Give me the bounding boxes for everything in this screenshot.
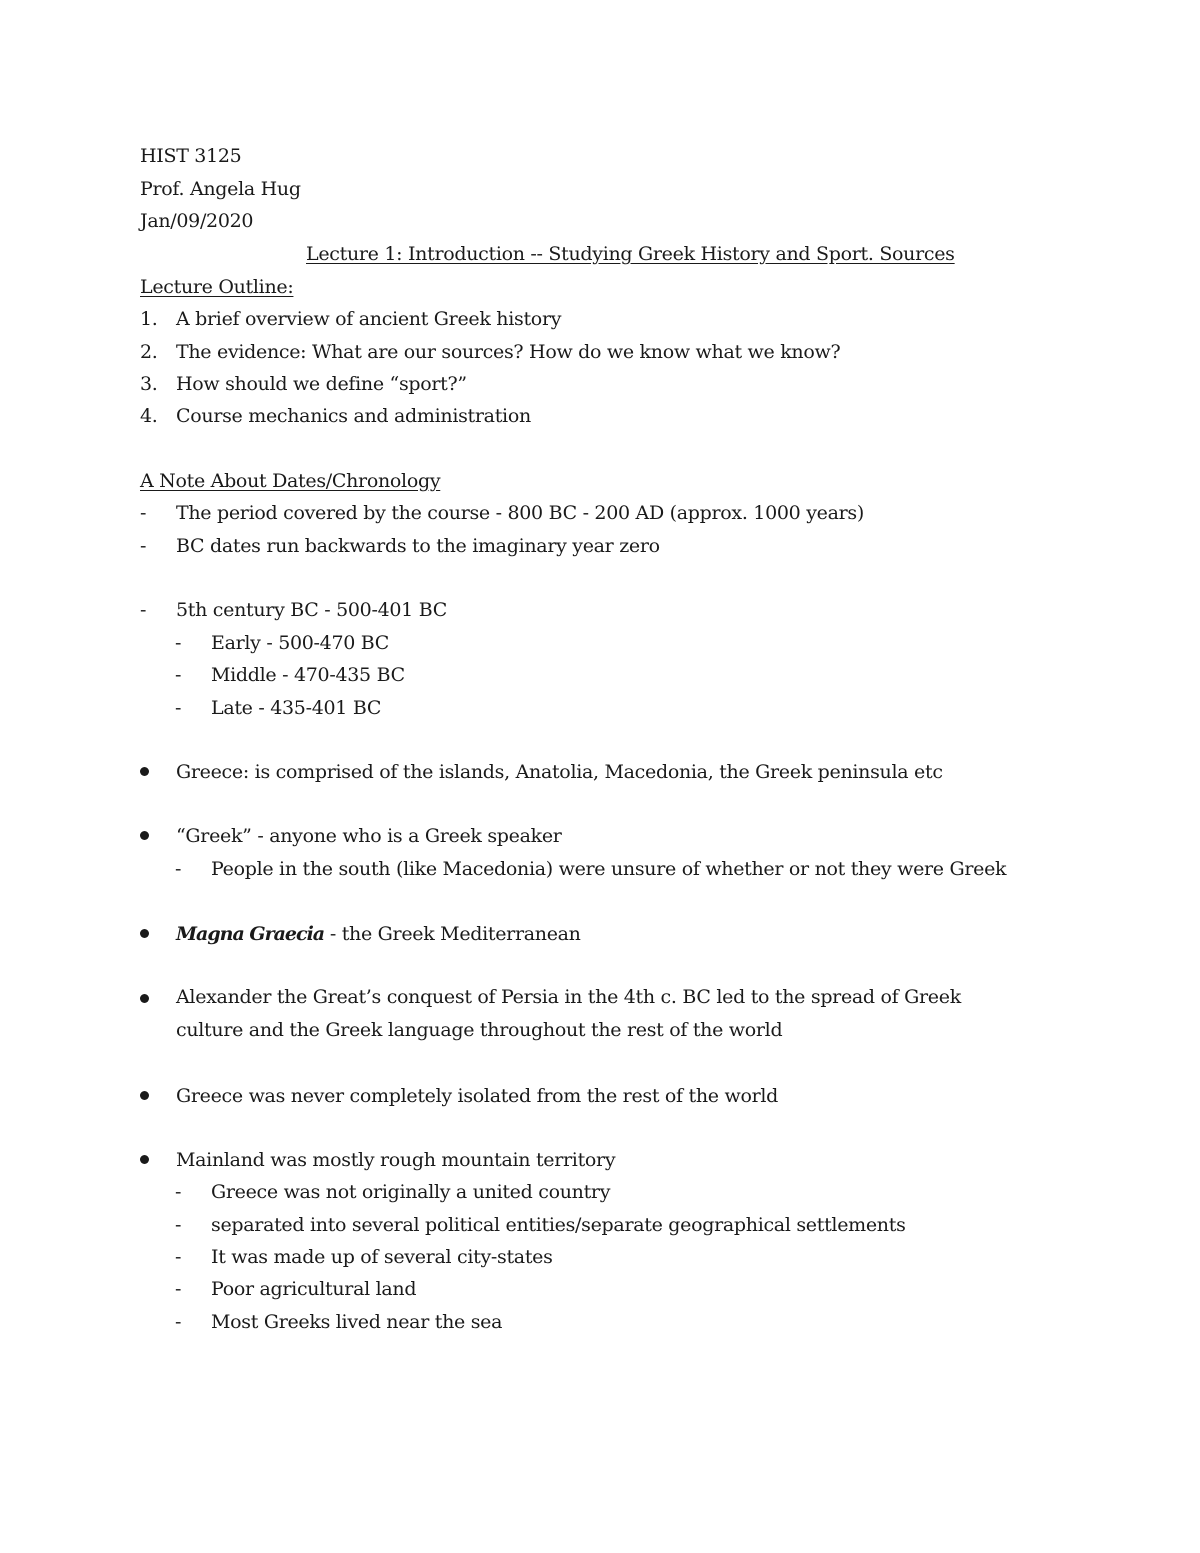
bullet-item bbox=[140, 823, 562, 849]
bullet-item bbox=[140, 985, 1020, 1047]
outline-item bbox=[140, 403, 531, 429]
lecture-date: Jan/09/2020 bbox=[140, 210, 254, 232]
dash-item bbox=[140, 500, 864, 526]
bullet-text: “Greek” - anyone who is a Greek speaker bbox=[176, 825, 562, 847]
bullet-sub-item bbox=[175, 856, 1006, 882]
century-sub-text: Late - 435-401 BC bbox=[211, 697, 382, 719]
dash-marker: - bbox=[140, 535, 147, 557]
lecture-title: Lecture 1: Introduction -- Studying Greek History and Sport. Sources bbox=[306, 243, 955, 265]
dash-marker: - bbox=[175, 697, 182, 719]
outline-item bbox=[140, 371, 467, 397]
bullet-sub-item bbox=[175, 1179, 610, 1205]
outline-text: How should we define “sport?” bbox=[176, 373, 467, 395]
bullet-text: Greece: is comprised of the islands, Anatolia, Macedonia, the Greek peninsula etc bbox=[176, 761, 943, 783]
century-sub-item bbox=[175, 695, 381, 721]
bullet-sub-text: separated into several political entities/separate geographical settlements bbox=[211, 1214, 906, 1236]
professor-name: Prof. Angela Hug bbox=[140, 178, 301, 200]
bullet-icon bbox=[140, 831, 149, 840]
bullet-item bbox=[140, 759, 943, 785]
outline-text: A brief overview of ancient Greek history bbox=[176, 308, 562, 330]
bullet-item bbox=[140, 921, 581, 947]
course-code: HIST 3125 bbox=[140, 145, 242, 167]
outline-item bbox=[140, 339, 840, 365]
bullet-item bbox=[140, 1147, 615, 1173]
dash-marker: - bbox=[175, 632, 182, 654]
dash-text: BC dates run backwards to the imaginary year zero bbox=[176, 535, 660, 557]
bullet-text: - the Greek Mediterranean bbox=[324, 923, 581, 945]
magna-graecia-term: Magna Graecia bbox=[176, 923, 325, 945]
bullet-text: Alexander the Great’s conquest of Persia in the 4th c. BC led to the spread of Greek culture and the Greek language throughout the rest of the world bbox=[176, 986, 961, 1041]
dash-item bbox=[140, 533, 660, 559]
dash-marker: - bbox=[175, 1214, 182, 1236]
outline-number: 2. bbox=[140, 341, 158, 363]
bullet-sub-text: People in the south (like Macedonia) were unsure of whether or not they were Greek bbox=[211, 858, 1007, 880]
bullet-sub-text: It was made up of several city-states bbox=[211, 1246, 553, 1268]
bullet-sub-item bbox=[175, 1276, 416, 1302]
dash-marker: - bbox=[175, 1311, 182, 1333]
dates-heading: A Note About Dates/Chronology bbox=[140, 470, 441, 492]
bullet-item bbox=[140, 1083, 778, 1109]
century-sub-text: Middle - 470-435 BC bbox=[211, 664, 405, 686]
outline-text: Course mechanics and administration bbox=[176, 405, 531, 427]
bullet-icon bbox=[140, 1155, 149, 1164]
dash-marker: - bbox=[140, 599, 147, 621]
bullet-sub-item bbox=[175, 1212, 906, 1238]
bullet-sub-text: Greece was not originally a united country bbox=[211, 1181, 611, 1203]
bullet-icon bbox=[140, 767, 149, 776]
dash-text: The period covered by the course - 800 BC - 200 AD (approx. 1000 years) bbox=[176, 502, 864, 524]
dash-marker: - bbox=[175, 1181, 182, 1203]
outline-heading: Lecture Outline: bbox=[140, 276, 294, 298]
dash-marker: - bbox=[140, 502, 147, 524]
bullet-icon bbox=[140, 994, 149, 1003]
bullet-text: Greece was never completely isolated from the rest of the world bbox=[176, 1085, 779, 1107]
bullet-text: Mainland was mostly rough mountain territory bbox=[176, 1149, 616, 1171]
dash-marker: - bbox=[175, 664, 182, 686]
century-sub-item bbox=[175, 630, 389, 656]
bullet-icon bbox=[140, 1091, 149, 1100]
bullet-sub-text: Poor agricultural land bbox=[211, 1278, 417, 1300]
century-sub-text: Early - 500-470 BC bbox=[211, 632, 390, 654]
outline-item bbox=[140, 306, 561, 332]
dash-marker: - bbox=[175, 858, 182, 880]
outline-text: The evidence: What are our sources? How do we know what we know? bbox=[176, 341, 841, 363]
century-sub-item bbox=[175, 662, 405, 688]
dash-marker: - bbox=[175, 1278, 182, 1300]
bullet-sub-item bbox=[175, 1244, 553, 1270]
dash-marker: - bbox=[175, 1246, 182, 1268]
bullet-icon bbox=[140, 929, 149, 938]
century-item bbox=[140, 597, 447, 623]
outline-number: 4. bbox=[140, 405, 158, 427]
bullet-sub-text: Most Greeks lived near the sea bbox=[211, 1311, 503, 1333]
outline-number: 1. bbox=[140, 308, 158, 330]
bullet-sub-item bbox=[175, 1309, 502, 1335]
outline-number: 3. bbox=[140, 373, 158, 395]
century-text: 5th century BC - 500-401 BC bbox=[176, 599, 447, 621]
